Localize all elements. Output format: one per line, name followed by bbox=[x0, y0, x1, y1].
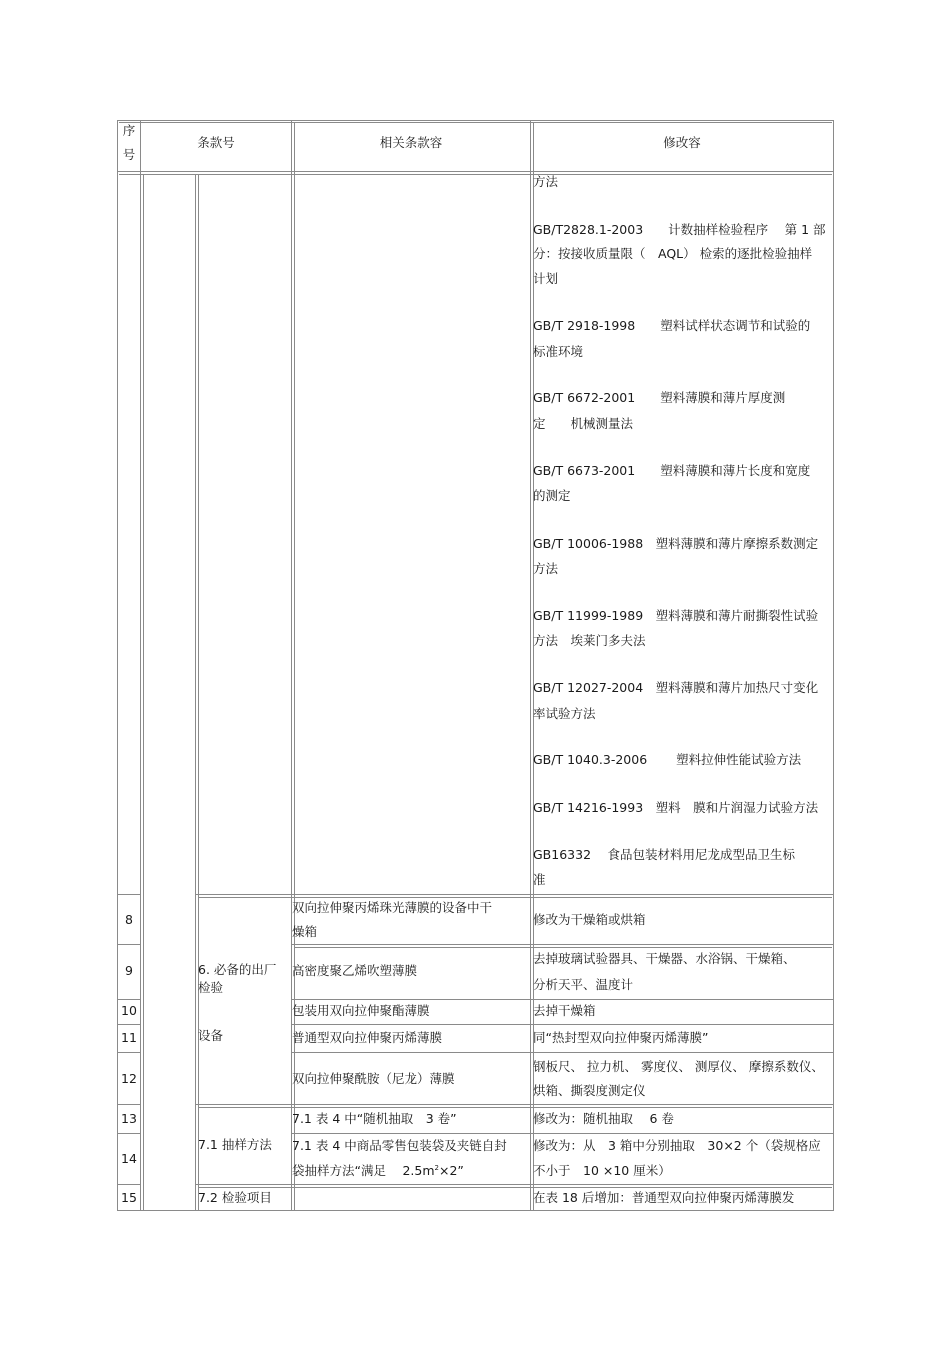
row-modify: 在表 18 后增加：普通型双向拉伸聚丙烯薄膜发 bbox=[533, 1190, 795, 1205]
col-line-seq-inner bbox=[143, 174, 144, 1211]
col-line-related-inner bbox=[294, 122, 295, 1211]
col-line-sub bbox=[195, 174, 196, 1211]
header-related: 相关条款容 bbox=[379, 135, 443, 150]
row-line bbox=[291, 944, 834, 945]
standards-line: GB/T 6673-2001 塑料薄膜和薄片长度和宽度 bbox=[533, 463, 811, 478]
header-divider bbox=[117, 171, 834, 172]
col-line-sub-inner bbox=[198, 174, 199, 1211]
row-modify: 去掉玻璃试验器具、干燥器、水浴锅、干燥箱、 bbox=[533, 951, 796, 966]
row-modify: 修改为干燥箱或烘箱 bbox=[533, 912, 646, 927]
row-modify: 修改为：随机抽取 6 卷 bbox=[533, 1111, 674, 1126]
row-modify: 不小于 10 ×10 厘米） bbox=[533, 1163, 671, 1178]
standards-line: 定 机械测量法 bbox=[533, 416, 634, 431]
standards-line: 方法 bbox=[533, 561, 559, 576]
header-divider-inner bbox=[119, 174, 832, 175]
row-line bbox=[294, 947, 832, 948]
row-no: 13 bbox=[121, 1111, 137, 1126]
document-page: 序 号 条款号 相关条款容 修改容 方法 GB/T2828.1-2003 计数抽样检验程序 第 1 部 分：按接收质量限（ AQL） 检索的逐批检验抽样 计划 GB/T 2918-1998 塑料试样状态调节和试验的 标准环境 GB/T 6672-2001 塑料薄膜和薄片厚度测 定 机械测量法 GB/T 6673-2001 塑料薄膜和薄片长度和宽度 的测定 GB/T 10006-1988 塑料薄膜和薄片摩擦系数测定 方法 GB/T 11999-1989 塑料薄膜和薄片耐撕裂性试验 方法 埃莱门多夫法 GB/T 12027-2004 塑料薄膜和薄片加热尺寸变化 率试验方法 GB/T 1040.3-2006 塑料拉伸性能试验方法 GB/T 14216-1993 塑料 膜和片润湿力试验方法 GB16332 食品包装材料用尼龙成型品卫生标 准 6. 必备的出厂 检验 设备 7.1 抽样方法 7.2 检验项目 8 双向拉伸聚丙烯珠光薄膜的设备中干 燥箱 修改为干燥箱或烘箱 9 高密度聚乙烯吹塑薄膜 去掉玻璃试验器具、干燥器、水浴锅、干燥箱、 分析天平、温度计 10 包装用双向拉伸聚酯薄膜 去掉干燥箱 11 普通型双向拉伸聚丙烯薄膜 同“热封型双向拉伸聚丙烯薄膜” 12 双向拉伸聚酰胺（尼龙）薄膜 钢板尺、 拉力机、 雾度仪、 测厚仪、 摩擦系数仪、 烘箱、撕裂度测定仪 13 7.1 表 4 中“随机抽取 3 卷” 修改为：随机抽取 6 卷 14 7.1 表 4 中商品零售包装袋及夹链自封 袋抽样方法“满足 $2.5m^2\times 2$” 修改为：从 3 箱中分别抽取 30×2 个（袋规格应 不小于 10 ×10 厘米） 15 在表 18 后增加：普通型双向拉伸聚丙烯薄膜发 bbox=[0, 0, 950, 1345]
standards-line: GB16332 食品包装材料用尼龙成型品卫生标 bbox=[533, 847, 796, 862]
row-line bbox=[291, 1133, 834, 1134]
col-line-seq bbox=[140, 120, 141, 1211]
table-border-top-inner bbox=[119, 122, 832, 123]
standards-line: 方法 bbox=[533, 174, 559, 189]
row-no: 8 bbox=[125, 912, 133, 927]
row-modify: 烘箱、撕裂度测定仪 bbox=[533, 1083, 646, 1098]
row-line bbox=[195, 1184, 834, 1185]
row-line bbox=[291, 999, 834, 1000]
row-line bbox=[117, 1133, 141, 1134]
row-line bbox=[195, 894, 834, 895]
standards-line: 率试验方法 bbox=[533, 706, 596, 721]
row-related: 7.1 表 4 中商品零售包装袋及夹链自封 bbox=[292, 1138, 507, 1153]
header-modify: 修改容 bbox=[663, 135, 701, 150]
row-related: 高密度聚乙烯吹塑薄膜 bbox=[292, 963, 418, 978]
standards-line: 标准环境 bbox=[533, 344, 584, 359]
row-related: 双向拉伸聚丙烯珠光薄膜的设备中干 bbox=[292, 900, 493, 915]
table-border-top bbox=[117, 120, 834, 121]
header-clause-no: 条款号 bbox=[197, 135, 235, 150]
group-7-1-label: 7.1 抽样方法 bbox=[198, 1137, 272, 1152]
row-line bbox=[117, 1052, 141, 1053]
standards-line: GB/T 6672-2001 塑料薄膜和薄片厚度测 bbox=[533, 390, 786, 405]
row-line bbox=[195, 1104, 834, 1105]
standards-line: 准 bbox=[533, 872, 546, 887]
col-line-related bbox=[291, 120, 292, 1211]
standards-line: GB/T 1040.3-2006 塑料拉伸性能试验方法 bbox=[533, 752, 802, 767]
row-no: 10 bbox=[121, 1003, 137, 1018]
table-border-bottom bbox=[117, 1210, 834, 1211]
row-no: 12 bbox=[121, 1071, 137, 1086]
row-related: 袋抽样方法“满足 $2.5m^2\times 2$” bbox=[292, 1163, 464, 1178]
row-line bbox=[117, 944, 141, 945]
row-modify: 修改为：从 3 箱中分别抽取 30×2 个（袋规格应 bbox=[533, 1138, 821, 1153]
row-related: 包装用双向拉伸聚酯薄膜 bbox=[292, 1003, 430, 1018]
col-line-modify bbox=[530, 120, 531, 1211]
row-line bbox=[291, 1052, 834, 1053]
standards-line: GB/T 12027-2004 塑料薄膜和薄片加热尺寸变化 bbox=[533, 680, 819, 695]
standards-line: 分：按接收质量限（ AQL） 检索的逐批检验抽样 bbox=[533, 246, 813, 261]
row-line bbox=[117, 1104, 141, 1105]
row-no: 9 bbox=[125, 963, 133, 978]
standards-line: GB/T2828.1-2003 计数抽样检验程序 第 1 部 bbox=[533, 222, 826, 237]
row-line bbox=[198, 1107, 832, 1108]
row-line bbox=[291, 1024, 834, 1025]
group-7-2-label: 7.2 检验项目 bbox=[198, 1190, 272, 1205]
row-modify: 同“热封型双向拉伸聚丙烯薄膜” bbox=[533, 1030, 709, 1045]
row-related: 双向拉伸聚酰胺（尼龙）薄膜 bbox=[292, 1071, 455, 1086]
row-line bbox=[117, 894, 141, 895]
table-border-right bbox=[833, 120, 834, 1211]
table-border-left bbox=[117, 120, 118, 1211]
row-line bbox=[117, 999, 141, 1000]
row-line bbox=[198, 897, 832, 898]
row-related: 燥箱 bbox=[292, 924, 318, 939]
header-seq: 序 号 bbox=[122, 123, 136, 162]
row-line bbox=[117, 1024, 141, 1025]
row-line bbox=[198, 1187, 832, 1188]
standards-line: 的测定 bbox=[533, 488, 571, 503]
row-modify: 去掉干燥箱 bbox=[533, 1003, 596, 1018]
row-no: 11 bbox=[121, 1030, 137, 1045]
standards-line: GB/T 14216-1993 塑料 膜和片润湿力试验方法 bbox=[533, 800, 819, 815]
standards-line: GB/T 10006-1988 塑料薄膜和薄片摩擦系数测定 bbox=[533, 536, 819, 551]
row-line bbox=[117, 1184, 141, 1185]
row-no: 14 bbox=[121, 1151, 137, 1166]
standards-line: GB/T 2918-1998 塑料试样状态调节和试验的 bbox=[533, 318, 811, 333]
row-modify: 分析天平、温度计 bbox=[533, 977, 634, 992]
standards-line: GB/T 11999-1989 塑料薄膜和薄片耐撕裂性试验 bbox=[533, 608, 819, 623]
standards-line: 计划 bbox=[533, 271, 559, 286]
row-modify: 钢板尺、 拉力机、 雾度仪、 测厚仪、 摩擦系数仪、 bbox=[533, 1059, 824, 1074]
standards-line: 方法 埃莱门多夫法 bbox=[533, 633, 646, 648]
row-related: 7.1 表 4 中“随机抽取 3 卷” bbox=[292, 1111, 457, 1126]
row-related: 普通型双向拉伸聚丙烯薄膜 bbox=[292, 1030, 443, 1045]
row-no: 15 bbox=[121, 1190, 137, 1205]
